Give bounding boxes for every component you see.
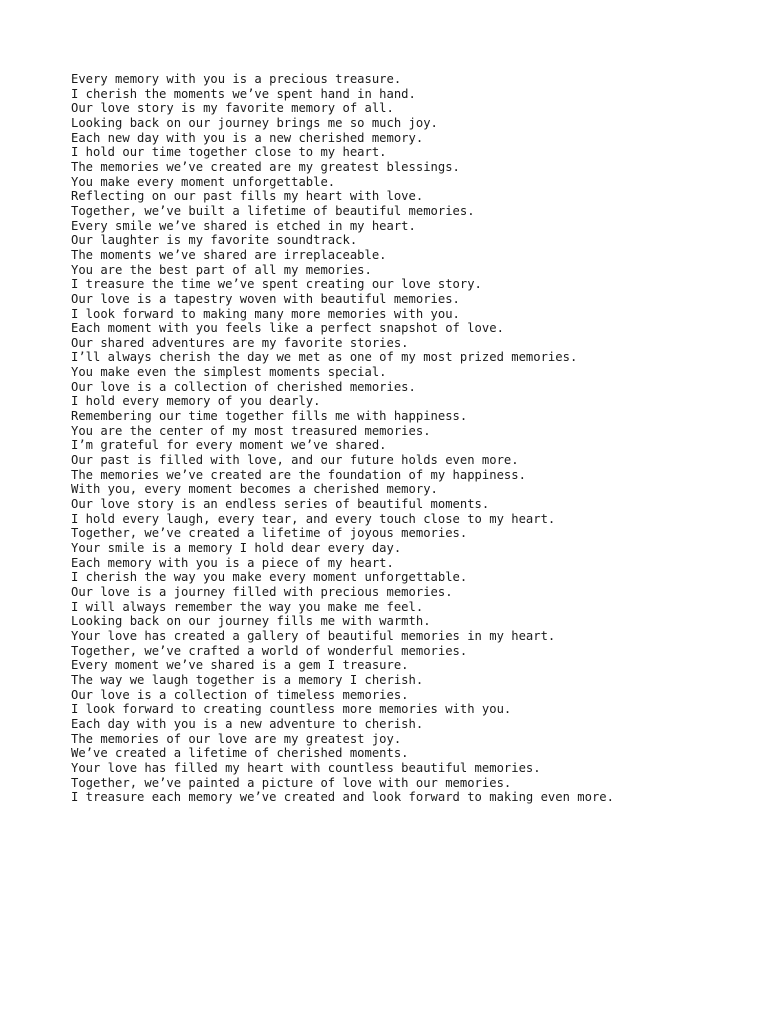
- text-line: I hold every laugh, every tear, and every touch close to my heart.: [71, 511, 556, 526]
- text-line: I look forward to making many more memories with you.: [71, 306, 460, 321]
- text-line: Our love is a tapestry woven with beautiful memories.: [71, 291, 460, 306]
- text-line: Our past is filled with love, and our future holds even more.: [71, 453, 519, 468]
- text-line: I’m grateful for every moment we’ve shared.: [71, 438, 387, 453]
- text-line: With you, every moment becomes a cherished memory.: [71, 482, 438, 497]
- text-line: Our love is a journey filled with precious memories.: [71, 584, 453, 599]
- text-line: Our love is a collection of timeless memories.: [71, 687, 409, 702]
- text-line: We’ve created a lifetime of cherished moments.: [71, 746, 409, 761]
- text-line: I cherish the moments we’ve spent hand in hand.: [71, 86, 416, 101]
- text-line: Each new day with you is a new cherished memory.: [71, 130, 424, 145]
- text-line: Each day with you is a new adventure to cherish.: [71, 716, 424, 731]
- text-line: I look forward to creating countless more memories with you.: [71, 702, 512, 717]
- text-line: The memories of our love are my greatest joy.: [71, 731, 402, 746]
- text-line: Our love story is an endless series of beautiful moments.: [71, 497, 490, 512]
- text-line: Each moment with you feels like a perfect snapshot of love.: [71, 321, 504, 336]
- text-line: I treasure the time we’ve spent creating our love story.: [71, 277, 482, 292]
- text-line: The memories we’ve created are the foundation of my happiness.: [71, 467, 526, 482]
- text-line: Looking back on our journey fills me with warmth.: [71, 614, 431, 629]
- text-line: Every moment we’ve shared is a gem I treasure.: [71, 658, 409, 673]
- text-line: The way we laugh together is a memory I cherish.: [71, 672, 424, 687]
- text-line: The memories we’ve created are my greatest blessings.: [71, 159, 460, 174]
- text-line: Reflecting on our past fills my heart with love.: [71, 189, 424, 204]
- document-body: [71, 72, 751, 805]
- text-line: I’ll always cherish the day we met as one of my most prized memories.: [71, 350, 578, 365]
- text-line: Together, we’ve built a lifetime of beautiful memories.: [71, 203, 475, 218]
- text-line: Every smile we’ve shared is etched in my heart.: [71, 218, 416, 233]
- text-line: You make every moment unforgettable.: [71, 174, 336, 189]
- text-line: Together, we’ve painted a picture of love with our memories.: [71, 775, 512, 790]
- text-line: Our love is a collection of cherished memories.: [71, 379, 416, 394]
- text-line: Your love has created a gallery of beautiful memories in my heart.: [71, 628, 556, 643]
- text-line: Together, we’ve crafted a world of wonderful memories.: [71, 643, 468, 658]
- text-line: I cherish the way you make every moment unforgettable.: [71, 570, 468, 585]
- text-line: You are the best part of all my memories.: [71, 262, 372, 277]
- text-line: You make even the simplest moments special.: [71, 365, 387, 380]
- text-line: Remembering our time together fills me with happiness.: [71, 409, 468, 424]
- text-line: I hold every memory of you dearly.: [71, 394, 321, 409]
- text-line: Your smile is a memory I hold dear every day.: [71, 541, 402, 555]
- text-line: Each memory with you is a piece of my heart.: [71, 555, 394, 570]
- text-line: I hold our time together close to my heart.: [71, 145, 387, 160]
- text-line: Every memory with you is a precious treasure.: [71, 72, 402, 86]
- text-line: Our laughter is my favorite soundtrack.: [71, 233, 358, 248]
- text-line: I will always remember the way you make me feel.: [71, 599, 424, 614]
- text-line: Our shared adventures are my favorite stories.: [71, 335, 409, 350]
- text-line: Together, we’ve created a lifetime of joyous memories.: [71, 526, 468, 541]
- text-line: Looking back on our journey brings me so much joy.: [71, 115, 438, 130]
- text-line: Your love has filled my heart with countless beautiful memories.: [71, 760, 541, 775]
- text-line: The moments we’ve shared are irreplaceable.: [71, 247, 387, 262]
- text-line: You are the center of my most treasured memories.: [71, 423, 431, 438]
- text-line: I treasure each memory we’ve created and look forward to making even more.: [71, 790, 614, 805]
- text-line: Our love story is my favorite memory of all.: [71, 101, 394, 116]
